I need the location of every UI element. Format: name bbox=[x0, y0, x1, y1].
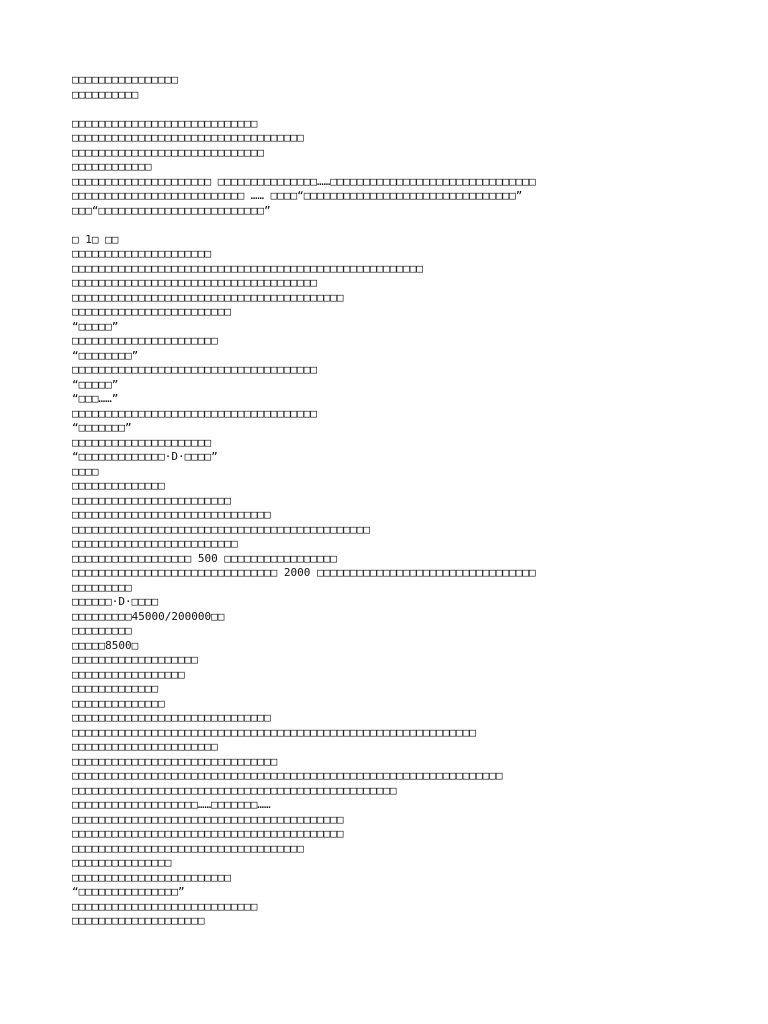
text-line: “□□□□□” bbox=[72, 377, 119, 391]
text-line: □□□□□□□□□□□□ bbox=[72, 160, 152, 173]
text-line: □□□□□□□□□□□□□□□□□□□□□□□□□□□□□□□□□□□□□ bbox=[72, 363, 318, 376]
text-line: □□□□□□□□□□□□□□□□□□□□□□□□□□□□□□ bbox=[72, 711, 271, 724]
text-line: “□□□□□□□□” bbox=[72, 348, 139, 362]
header-line: □□□□□□□□□□□□□□□□ bbox=[72, 73, 178, 86]
text-line: □□□□□□□□□□□□□□□□□□□□□□□□□□□□□□□□□□□□□□□□□□□□□□□□□□□□□□□□□□□□□ bbox=[72, 725, 476, 739]
text-line: □□□□□□□□□□□□□□□□□□□□□□□□□ bbox=[72, 537, 238, 550]
text-line: □□□□□□□□□□□□□□□□□□□ bbox=[72, 653, 198, 666]
text-line: □□□□□□□□□□□□□□□□□□□□□□□□□□□□□□□□□□□□□□□□□□□□□□□□□□□□□ bbox=[72, 261, 423, 275]
text-line: □□□□□8500□ bbox=[72, 638, 139, 652]
text-line: □□□□□□□□□□□□□□□□□□□□□□ bbox=[72, 740, 218, 753]
text-line: □□□□□□□□□□□□□□□□□□□□□ □□□□□□□□□□□□□□□……□□□□□□□□□□□□□□□□□□□□□□□□□□□□□□□ bbox=[72, 174, 536, 188]
text-line: □□□□□□□□□□□□□□□ bbox=[72, 856, 172, 869]
text-line: □□□□□□□□□□□□□□□□□□□□□□□□□□□□ bbox=[72, 899, 258, 913]
text-line: □□□□□□□□□□□□□□□□□□□□□□□□□□□□□□□ 2000 □□□□□□□□□□□□□□□□□□□□□□□□□□□□□□□□□ bbox=[72, 566, 536, 579]
text-line: □□□□□□□□□□□□□□□□□□□□□□□□□□□□□□□□□□□□□□□□□□□□□□□□□ bbox=[72, 783, 397, 797]
text-line: □□□“□□□□□□□□□□□□□□□□□□□□□□□□□” bbox=[72, 203, 271, 217]
text-line: □□□□□□□□□□□□□□□□□□□□□□□□□□□□□□□□□□□□□□□□□ bbox=[72, 827, 344, 840]
text-line: □□□□□□□□□ bbox=[72, 580, 132, 594]
text-line: “□□□□□□□□□□□□□□□” bbox=[72, 885, 185, 898]
text-line: □□□□□□□□□□□□□□□□□□□□□□□□□□□□ bbox=[72, 116, 258, 130]
text-line: □□□□□□□□□□□□□□□□□□□□□□□□□□□□□□□□□□□□□□□□□□□□□ bbox=[72, 522, 371, 536]
chapter-section bbox=[72, 233, 728, 929]
text-line: □□□□□□□□□□□□□□□□□□□□□□□□□□□□□□□ bbox=[72, 754, 278, 768]
text-line: “□□□□□” bbox=[72, 319, 119, 333]
text-line: □□□□□□□□□□□□□□□□□□□□□□□□□□□□□□□□□□□ bbox=[72, 131, 304, 144]
text-line: □□□□□□□□□□□□□□□□□□ 500 □□□□□□□□□□□□□□□□□ bbox=[72, 551, 337, 565]
text-line: □□□□□□□□□45000/200000□□ bbox=[72, 609, 225, 623]
text-line: □□□□□□□□□□□□□□□□□□□□□□□□ bbox=[72, 493, 231, 507]
text-line: □□□□□□□□□□□□□ bbox=[72, 682, 159, 695]
text-line: □□□□□□□□□□□□□□□□□ bbox=[72, 667, 185, 681]
text-line: □ 1□ □□ bbox=[72, 232, 119, 246]
text-line: □□□□□□□□□□□□□□□□□□□□□□□□ bbox=[72, 305, 231, 318]
text-line: □□□□□□□□□□□□□□□□□□□□□□□□□□□□□□□□□□□□□ bbox=[72, 406, 318, 420]
text-line: □□□□□□□□□□□□□□□□□□□□□□□□□□□□□□ bbox=[72, 508, 271, 521]
text-line: “□□□……” bbox=[72, 392, 119, 405]
text-line: □□□□□□□□□□□□□□□□□□□□□□□□□□□□□ bbox=[72, 145, 265, 159]
section-gap bbox=[72, 218, 728, 233]
text-line: “□□□□□□□” bbox=[72, 421, 132, 434]
text-line: □□□□□□·D·□□□□ bbox=[72, 595, 159, 608]
document-header bbox=[72, 73, 728, 102]
text-line: □□□□□□□□□□□□□□□□□□□□□□□□□□□□□□□□□□□□□ bbox=[72, 276, 318, 289]
text-line: □□□□□□□□□□□□□□□□□□□□□ bbox=[72, 435, 212, 449]
text-line: □□□□ bbox=[72, 464, 99, 478]
text-line: □□□□□□□□□□□□□□□□□□□□ bbox=[72, 914, 205, 927]
text-line: □□□□□□□□□□□□□□□□□□□□□□ bbox=[72, 334, 218, 347]
text-line: □□□□□□□□□□□□□□□□□□□□□□□□ bbox=[72, 870, 231, 884]
text-line: □□□□□□□□□□□□□□ bbox=[72, 479, 165, 492]
text-line: □□□□□□□□□ bbox=[72, 624, 132, 637]
section-gap bbox=[72, 102, 728, 117]
header-line: □□□□□□□□□□ bbox=[72, 87, 139, 101]
text-line: □□□□□□□□□□□□□□□□□□□□□□□□□□□□□□□□□□□□□□□□□ bbox=[72, 290, 344, 304]
text-line: □□□□□□□□□□□□□□□□□□□□□□□□□□ …… □□□□“□□□□□□□□□□□□□□□□□□□□□□□□□□□□□□□□” bbox=[72, 189, 523, 202]
text-line: □□□□□□□□□□□□□□□□□□□□□□□□□□□□□□□□□□□□□□□□□ bbox=[72, 812, 344, 826]
text-line: □□□□□□□□□□□□□□ bbox=[72, 696, 165, 710]
intro-section bbox=[72, 117, 728, 219]
text-line: “□□□□□□□□□□□□□·D·□□□□” bbox=[72, 450, 218, 463]
text-line: □□□□□□□□□□□□□□□□□□□□□□□□□□□□□□□□□□□ bbox=[72, 841, 304, 855]
text-line: □□□□□□□□□□□□□□□□□□□□□ bbox=[72, 247, 212, 260]
text-line: □□□□□□□□□□□□□□□□□□□□□□□□□□□□□□□□□□□□□□□□□□□□□□□□□□□□□□□□□□□□□□□□□ bbox=[72, 769, 503, 782]
text-line: □□□□□□□□□□□□□□□□□□□……□□□□□□□…… bbox=[72, 798, 271, 811]
